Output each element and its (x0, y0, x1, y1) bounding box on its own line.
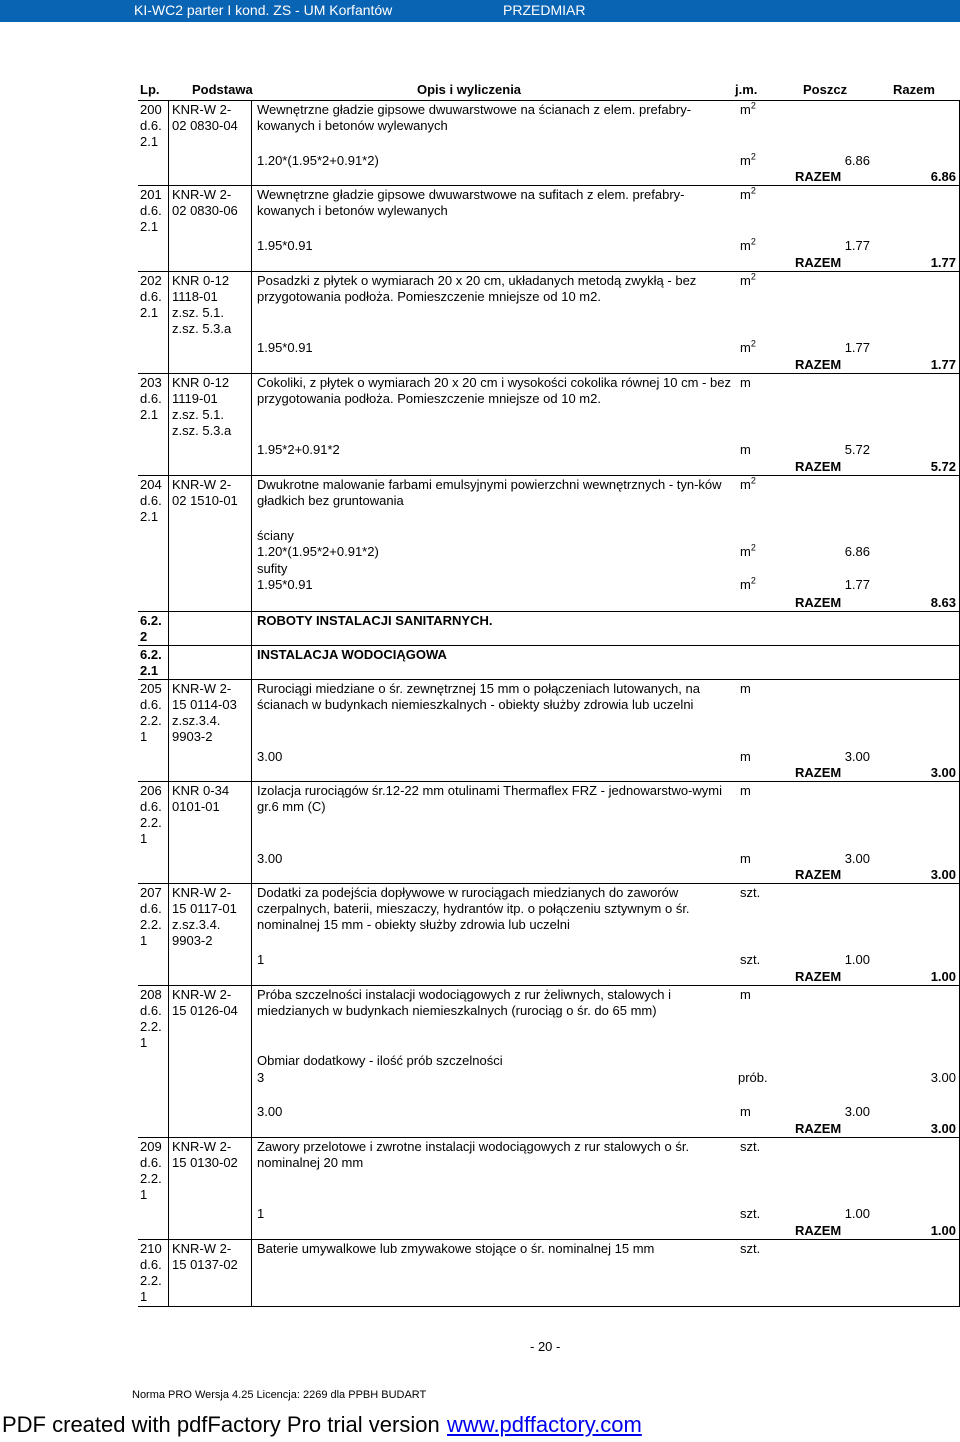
razem-total: 6.86 (930, 169, 956, 184)
item-number: 209 d.6. 2.2. 1 (140, 1139, 162, 1202)
item-calc: 1.20*(1.95*2+0.91*2) (257, 544, 379, 559)
pdffactory-link[interactable]: www.pdffactory.com (447, 1412, 642, 1437)
item-description: Wewnętrzne gładzie gipsowe dwuwarstwowe na ścianach z elem. prefabry-kowanych i betonów wylewanych (257, 102, 692, 133)
item-description: Baterie umywalkowe lub zmywakowe stojące o śr. nominalnej 15 mm (257, 1241, 655, 1256)
item-subheading: sufity (257, 561, 288, 576)
section-title: INSTALACJA WODOCIĄGOWA (257, 647, 447, 662)
item-number: 201 d.6. 2.1 (140, 187, 162, 234)
item-number: 200 d.6. 2.1 (140, 102, 162, 149)
item-calc-unit: m (740, 442, 751, 457)
item-basis: KNR 0-12 1118-01 z.sz. 5.1. z.sz. 5.3.a (172, 273, 232, 336)
col-lp: Lp. (140, 82, 160, 97)
item-unit: $m^2$ (740, 271, 756, 288)
item-unit: szt. (740, 885, 761, 900)
item-number: 207 d.6. 2.2. 1 (140, 885, 162, 948)
item-basis: KNR 0-12 1119-01 z.sz. 5.1. z.sz. 5.3.a (172, 375, 232, 438)
row-rule (138, 679, 960, 680)
razem-total: 8.63 (930, 595, 956, 610)
item-number: 208 d.6. 2.2. 1 (140, 987, 162, 1050)
row-rule (138, 645, 960, 646)
item-basis: KNR-W 2- 15 0130-02 (172, 1139, 238, 1170)
item-number: 202 d.6. 2.1 (140, 273, 162, 320)
item-calc-unit: szt. (740, 1206, 761, 1221)
section-number: 6.2. 2 (140, 613, 162, 644)
item-description: Dwukrotne malowanie farbami emulsyjnymi powierzchni wewnętrznych - tyn-ków gładkich bez gruntowania (257, 477, 722, 508)
row-rule (138, 271, 960, 272)
row-rule (138, 985, 960, 986)
pdf-banner (0, 1408, 960, 1442)
item-calc-unit: m (740, 1104, 751, 1119)
item-number: 206 d.6. 2.2. 1 (140, 783, 162, 846)
item-calc-value: 1.77 (844, 340, 870, 355)
razem-label: RAZEM (795, 867, 842, 882)
item-calc: 1.95*0.91 (257, 238, 313, 253)
item-calc: 1.95*2+0.91*2 (257, 442, 340, 457)
item-calc: 1.95*0.91 (257, 340, 313, 355)
razem-total: 1.00 (930, 1223, 956, 1238)
row-rule (138, 781, 960, 782)
row-rule (138, 1239, 960, 1240)
razem-label: RAZEM (795, 969, 842, 984)
section-title: ROBOTY INSTALACJI SANITARNYCH. (257, 613, 493, 628)
item-calc: 1.20*(1.95*2+0.91*2) (257, 153, 379, 168)
grid-line (251, 100, 252, 1306)
header-rule (138, 100, 960, 101)
item-calc-unit: $m^2$ (740, 236, 756, 253)
item-extra-unit: prób. (738, 1070, 768, 1085)
item-calc-value: 5.72 (844, 442, 870, 457)
table-bottom-rule (138, 1306, 960, 1307)
col-poszcz: Poszcz (803, 82, 848, 97)
item-description: Izolacja rurociągów śr.12-22 mm otulinami Thermaflex FRZ - jednowarstwo-wymi gr.6 mm (C) (257, 783, 723, 814)
item-calc-value: 3.00 (844, 749, 870, 764)
item-description: Rurociągi miedziane o śr. zewnętrznej 15 mm o połączeniach lutowanych, na ścianach w budynkach niemieszkalnych - obiekty służby zdrowia lub uczelni (257, 681, 700, 712)
col-jm: j.m. (735, 82, 758, 97)
item-calc-unit: $m^2$ (740, 575, 756, 592)
item-basis: KNR-W 2- 15 0137-02 (172, 1241, 238, 1272)
razem-total: 1.77 (930, 255, 956, 270)
item-unit: $m^2$ (740, 475, 756, 492)
item-calc-value: 1.77 (844, 238, 870, 253)
item-unit: szt. (740, 1139, 761, 1154)
item-description: Próba szczelności instalacji wodociągowych z rur żeliwnych, stalowych i miedzianych w budynkach niemieszkalnych (rurociąg o śr. do 65 mm) (257, 987, 672, 1018)
item-calc: 1 (257, 952, 265, 967)
razem-label: RAZEM (795, 255, 842, 270)
item-calc-unit: $m^2$ (740, 151, 756, 168)
item-basis: KNR-W 2- 02 0830-04 (172, 102, 238, 133)
item-calc: 3.00 (257, 749, 283, 764)
item-calc-value: 3.00 (844, 1104, 870, 1119)
item-description: Cokoliki, z płytek o wymiarach 20 x 20 cm i wysokości cokolika równej 10 cm - bez przygotowania podłoża. Pomieszczenie mniejsze od 10 m2. (257, 375, 731, 406)
razem-label: RAZEM (795, 169, 842, 184)
item-unit: m (740, 987, 751, 1002)
item-calc-value: 3.00 (844, 851, 870, 866)
item-number: 204 d.6. 2.1 (140, 477, 162, 524)
row-rule (138, 373, 960, 374)
item-calc-value: 6.86 (844, 544, 870, 559)
row-rule (138, 1137, 960, 1138)
item-unit: m (740, 681, 751, 696)
razem-total: 3.00 (930, 765, 956, 780)
item-extra-value: 3.00 (930, 1070, 956, 1085)
item-number: 205 d.6. 2.2. 1 (140, 681, 162, 744)
razem-total: 3.00 (930, 867, 956, 882)
item-basis: KNR-W 2- 15 0117-01 z.sz.3.4. 9903-2 (172, 885, 237, 948)
document-header-bar (0, 0, 960, 22)
item-unit: $m^2$ (740, 185, 756, 202)
item-calc: 3.00 (257, 851, 283, 866)
razem-total: 5.72 (930, 459, 956, 474)
item-description: Dodatki za podejścia dopływowe w rurociągach miedzianych do zaworów czerpalnych, baterii, mieszaczy, hydrantów itp. o połączeniu sztywnym o śr. nominalnej 15 mm - obiekty służby zdrowia lub uczelni (257, 885, 690, 932)
razem-label: RAZEM (795, 459, 842, 474)
item-unit: m (740, 783, 751, 798)
item-calc-value: 1.00 (844, 952, 870, 967)
razem-label: RAZEM (795, 357, 842, 372)
razem-label: RAZEM (795, 765, 842, 780)
license-text: Norma PRO Wersja 4.25 Licencja: 2269 dla PPBH BUDART (132, 1389, 427, 1401)
item-calc-unit: m (740, 851, 751, 866)
col-opis: Opis i wyliczenia (417, 82, 522, 97)
item-subheading: Obmiar dodatkowy - ilość prób szczelności (257, 1053, 503, 1068)
document-section: PRZEDMIAR (503, 2, 586, 18)
item-calc: 1 (257, 1206, 265, 1221)
razem-total: 3.00 (930, 1121, 956, 1136)
item-calc-value: 6.86 (844, 153, 870, 168)
item-calc: 3.00 (257, 1104, 283, 1119)
page-number: - 20 - (530, 1339, 561, 1354)
document-title: KI-WC2 parter I kond. ZS - UM Korfantów (134, 2, 393, 18)
item-subheading: ściany (257, 528, 294, 543)
row-rule (138, 185, 960, 186)
item-basis: KNR-W 2- 02 0830-06 (172, 187, 238, 218)
col-razem: Razem (893, 82, 935, 97)
razem-total: 1.77 (930, 357, 956, 372)
col-podstawa: Podstawa (192, 82, 253, 97)
item-unit: szt. (740, 1241, 761, 1256)
item-number: 210 d.6. 2.2. 1 (140, 1241, 162, 1304)
item-description: Posadzki z płytek o wymiarach 20 x 20 cm, układanych metodą zwykłą - bez przygotowania podłoża. Pomieszczenie mniejsze od 10 m2. (257, 273, 697, 304)
razem-label: RAZEM (795, 595, 842, 610)
row-rule (138, 883, 960, 884)
item-number: 203 d.6. 2.1 (140, 375, 162, 422)
item-calc-unit: $m^2$ (740, 542, 756, 559)
grid-line (168, 100, 169, 1306)
razem-total: 1.00 (930, 969, 956, 984)
item-calc-unit: szt. (740, 952, 761, 967)
row-rule (138, 475, 960, 476)
razem-label: RAZEM (795, 1223, 842, 1238)
item-unit: m (740, 375, 751, 390)
item-basis: KNR-W 2- 15 0126-04 (172, 987, 238, 1018)
item-description: Zawory przelotowe i zwrotne instalacji wodociągowych z rur stalowych o śr. nominalnej 20 mm (257, 1139, 690, 1170)
item-unit: $m^2$ (740, 100, 756, 117)
row-rule (138, 611, 960, 612)
item-calc: 1.95*0.91 (257, 577, 313, 592)
item-extra-calc: 3 (257, 1070, 265, 1085)
item-basis: KNR 0-34 0101-01 (172, 783, 230, 814)
item-calc-value: 1.77 (844, 577, 870, 592)
item-basis: KNR-W 2- 02 1510-01 (172, 477, 238, 508)
section-number: 6.2. 2.1 (140, 647, 162, 678)
item-calc-value: 1.00 (844, 1206, 870, 1221)
item-basis: KNR-W 2- 15 0114-03 z.sz.3.4. 9903-2 (172, 681, 237, 744)
pdf-banner-text: PDF created with pdfFactory Pro trial version (2, 1412, 440, 1437)
item-description: Wewnętrzne gładzie gipsowe dwuwarstwowe na sufitach z elem. prefabry-kowanych i betonów wylewanych (257, 187, 685, 218)
item-calc-unit: m (740, 749, 751, 764)
razem-label: RAZEM (795, 1121, 842, 1136)
item-calc-unit: $m^2$ (740, 338, 756, 355)
